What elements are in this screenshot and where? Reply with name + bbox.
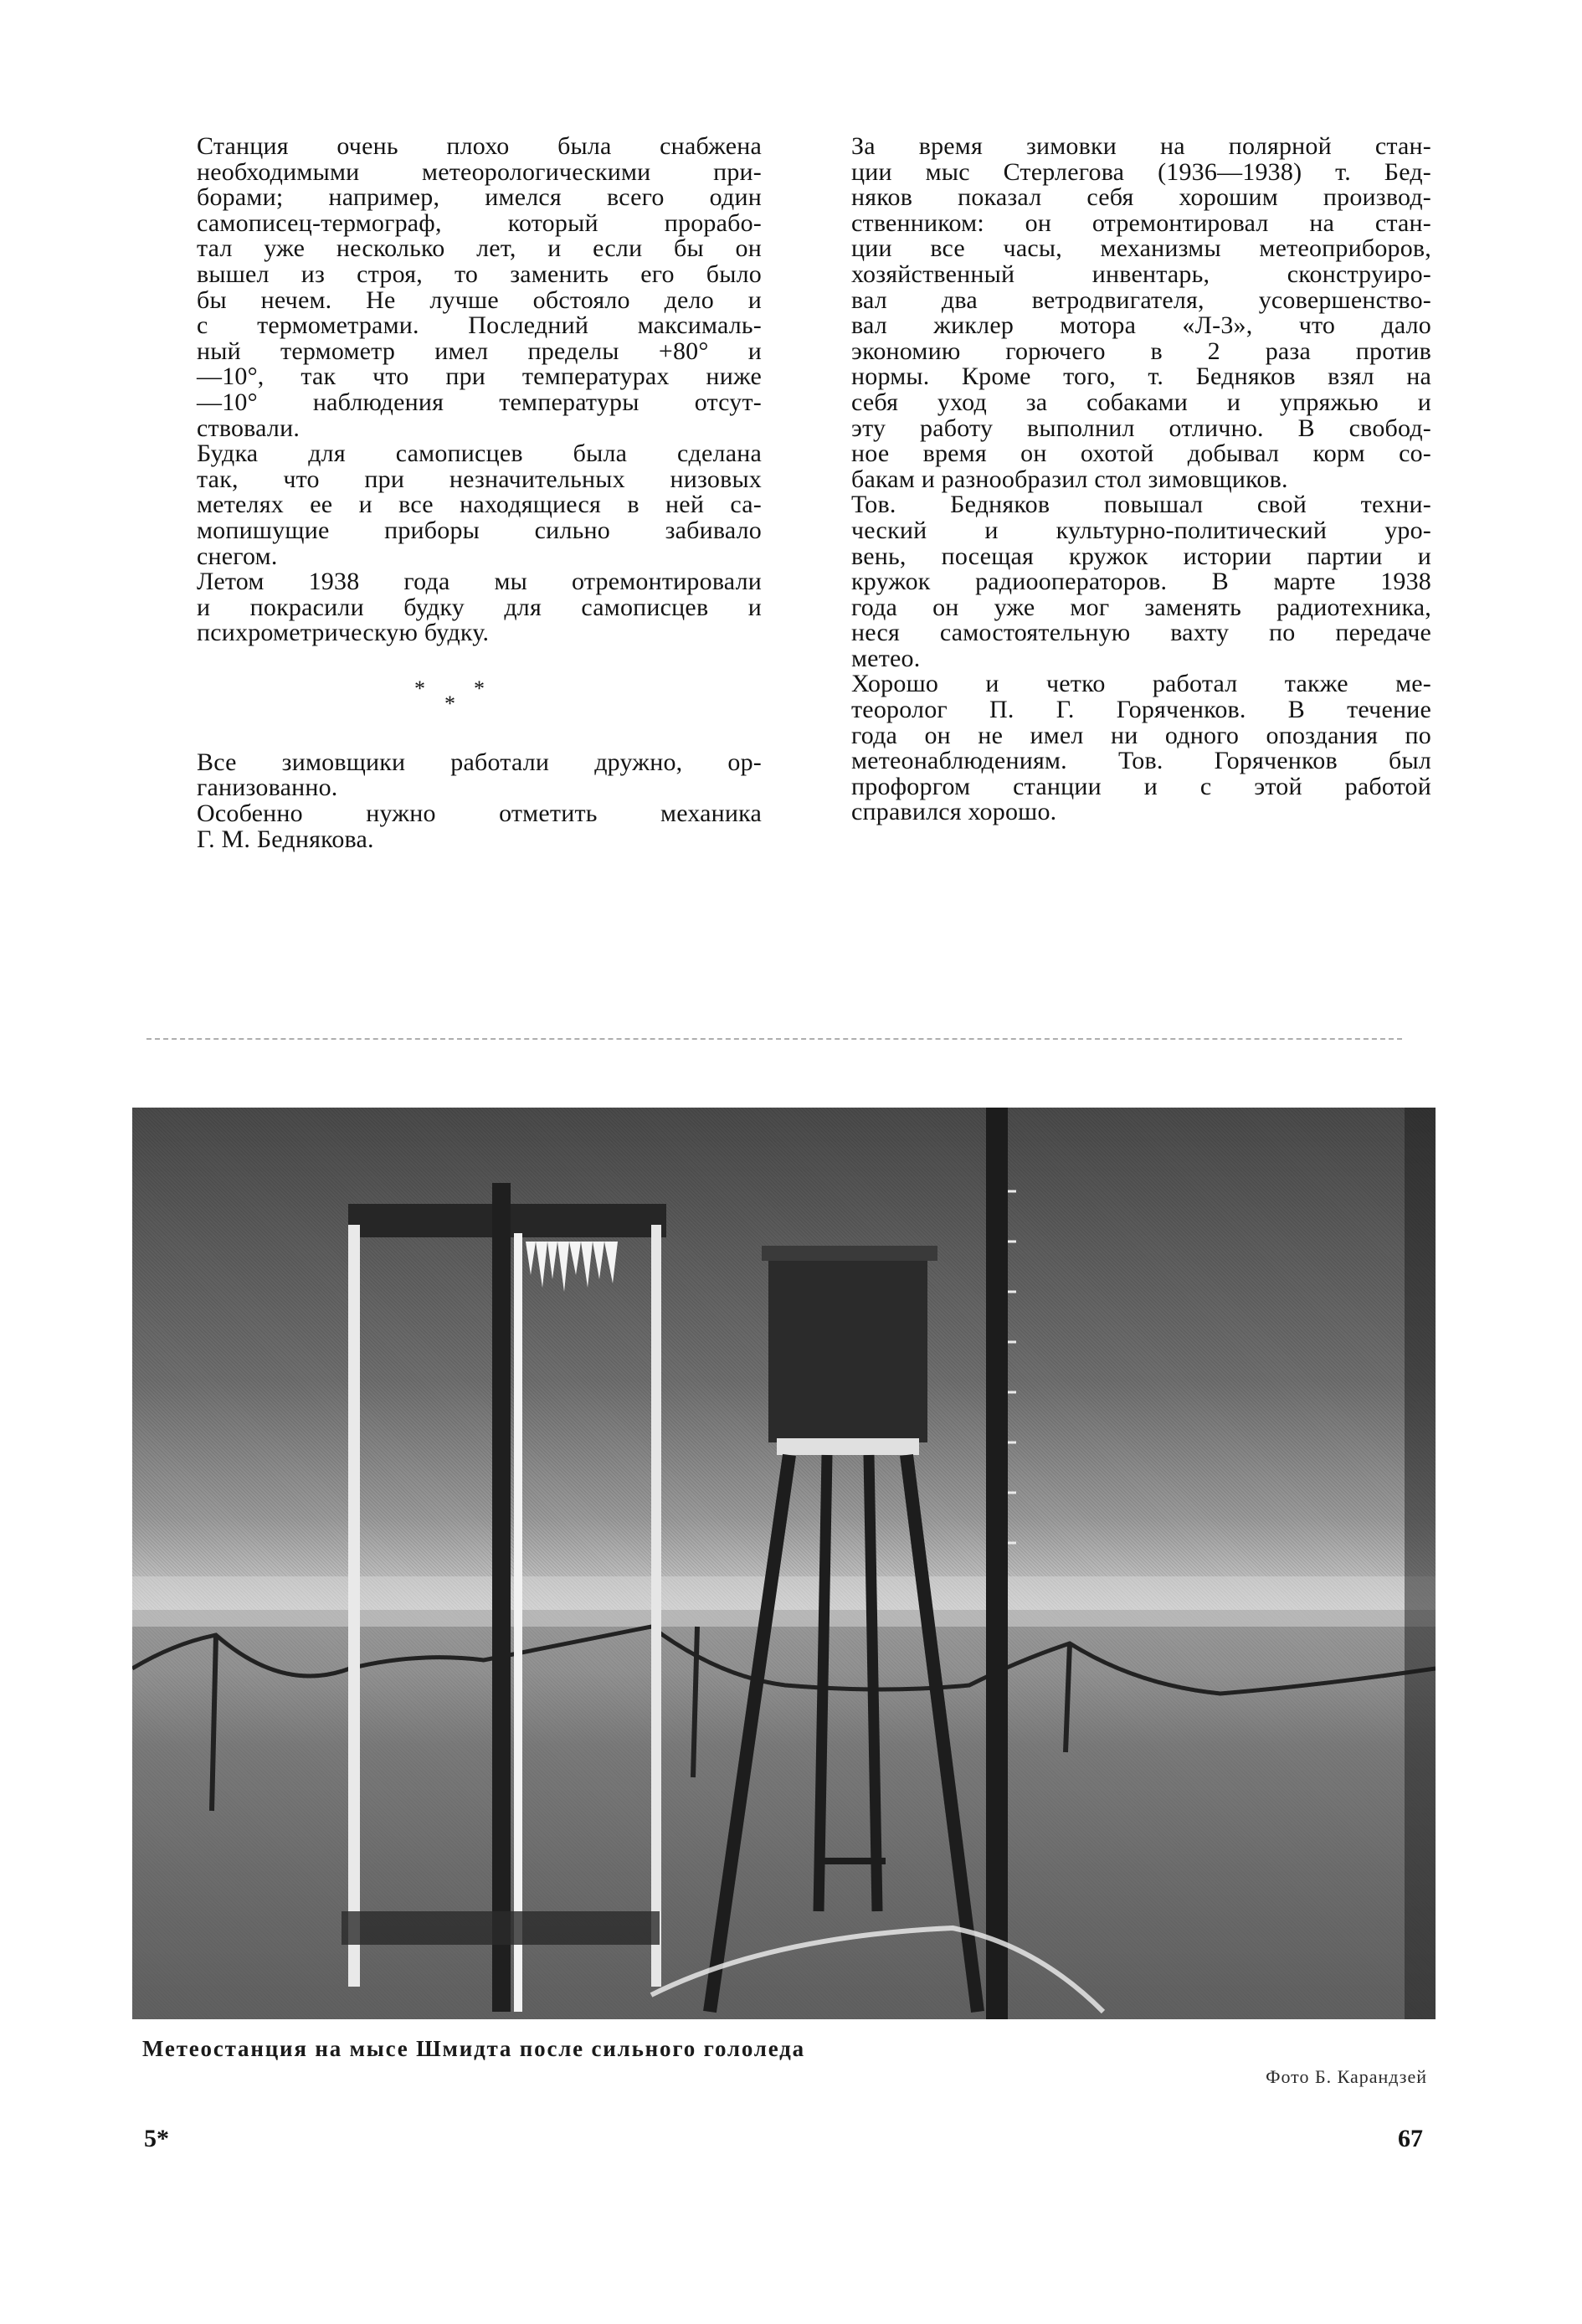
text-line: Г. М. Беднякова. — [197, 825, 374, 853]
text-line: профоргом станции и с этой работой — [851, 772, 1431, 800]
signature-mark: 5* — [144, 2125, 169, 2152]
asterism-star: * — [444, 691, 456, 716]
text-line: необходимыми метеорологическими при- — [197, 157, 762, 186]
text-line: мопишущие приборы сильно забивало — [197, 516, 762, 544]
text-line: Хорошо и четко работал также ме- — [851, 670, 1431, 698]
text-line: нормы. Кроме того, т. Бедняков взял на — [851, 362, 1431, 391]
left-text-column — [153, 134, 762, 852]
text-line: Особенно нужно отметить механика — [197, 800, 762, 828]
text-line: Тов. Бедняков повышал свой техни- — [851, 491, 1431, 519]
text-line: себя уход за собаками и упряжью и — [851, 388, 1431, 416]
text-line: с термометрами. Последний максималь- — [197, 311, 762, 340]
paragraph-mechanic-mention — [153, 801, 762, 852]
text-line: вал два ветродвигателя, усовершенство- — [851, 285, 1431, 314]
text-line: Летом 1938 года мы отремонтировали — [197, 568, 762, 596]
text-line: Будка для самописцев была сделана — [197, 440, 762, 468]
text-line: вал жиклер мотора «Л-3», что дало — [851, 311, 1431, 340]
text-line: ственником: он отремонтировал на стан- — [851, 208, 1431, 237]
text-line: снегом. — [197, 542, 278, 570]
paragraph-recorder-booth — [153, 441, 762, 569]
text-line: вень, посещая кружок истории партии и — [851, 542, 1431, 570]
text-line: ции все часы, механизмы метеоприборов, — [851, 234, 1431, 263]
text-line: —10° наблюдения температуры отсут- — [197, 388, 762, 416]
text-line: теоролог П. Г. Горяченков. В течение — [851, 696, 1431, 724]
paragraph-summer-repair — [153, 569, 762, 646]
paragraph-bednyakov-work — [808, 134, 1431, 492]
text-line: экономию горючего в 2 раза против — [851, 337, 1431, 365]
text-line: тал уже несколько лет, и если бы он — [197, 234, 762, 263]
text-line: няков показал себя хорошим производ- — [851, 183, 1431, 212]
paragraph-goryachenkov — [808, 671, 1431, 825]
text-line: ный термометр имел пределы +80° и — [197, 337, 762, 365]
asterism-separator — [153, 673, 762, 750]
text-line: метелях ее и все находящиеся в ней са- — [197, 491, 762, 519]
text-line: бакам и разнообразил стол зимовщиков. — [851, 465, 1288, 493]
text-line: метеонаблюдениям. Тов. Горяченков был — [851, 747, 1431, 775]
text-line: справился хорошо. — [851, 798, 1057, 826]
text-line: ции мыс Стерлегова (1936—1938) т. Бед- — [851, 157, 1431, 186]
text-line: и покрасили будку для самописцев и — [197, 593, 762, 621]
right-text-column — [808, 134, 1431, 825]
text-line: ганизованно. — [197, 774, 338, 802]
text-line: эту работу выполнил отлично. В свобод- — [851, 414, 1431, 442]
page-number: 67 — [1398, 2125, 1423, 2152]
text-line: неся самостоятельную вахту по передаче — [851, 619, 1431, 647]
text-line: ное время он охотой добывал корм со- — [851, 440, 1431, 468]
text-line: ствовали. — [197, 414, 300, 442]
text-line: метео. — [851, 644, 921, 672]
text-line: кружок радиооператоров. В марте 1938 — [851, 568, 1431, 596]
text-line: —10°, так что при температурах ниже — [197, 362, 762, 391]
figure-caption: Метеостанция на мысе Шмидта после сильного гололеда — [142, 2036, 805, 2061]
text-line: года он не имел ни одного опоздания по — [851, 721, 1431, 749]
weather-station-photo — [132, 1108, 1436, 2019]
paragraph-bednyakov-study — [808, 492, 1431, 671]
text-line: За время зимовки на полярной стан- — [851, 132, 1431, 160]
paragraph-team-work — [153, 750, 762, 801]
text-line: Станция очень плохо была снабжена — [197, 132, 762, 160]
text-line: хозяйственный инвентарь, сконструиро- — [851, 260, 1431, 288]
photo-credit: Фото Б. Карандзей — [1266, 2066, 1427, 2087]
photo-illustration — [132, 1108, 1436, 2019]
asterism-star: * — [414, 676, 426, 701]
text-line: психрометрическую будку. — [197, 619, 490, 647]
dashed-rule — [146, 1038, 1402, 1040]
text-line: Все зимовщики работали дружно, ор- — [197, 748, 762, 776]
paragraph-station-equipment — [153, 134, 762, 441]
text-line: самописец-термограф, который прорабо- — [197, 208, 762, 237]
text-line: ческий и культурно-политический уро- — [851, 516, 1431, 544]
text-line: вышел из строя, то заменить его было — [197, 260, 762, 288]
text-line: бы нечем. Не лучше обстояло дело и — [197, 285, 762, 314]
text-line: так, что при незначительных низовых — [197, 465, 762, 493]
asterism-star: * — [474, 676, 485, 701]
text-line: года он уже мог заменять радиотехника, — [851, 593, 1431, 621]
text-line: борами; например, имелся всего один — [197, 183, 762, 212]
